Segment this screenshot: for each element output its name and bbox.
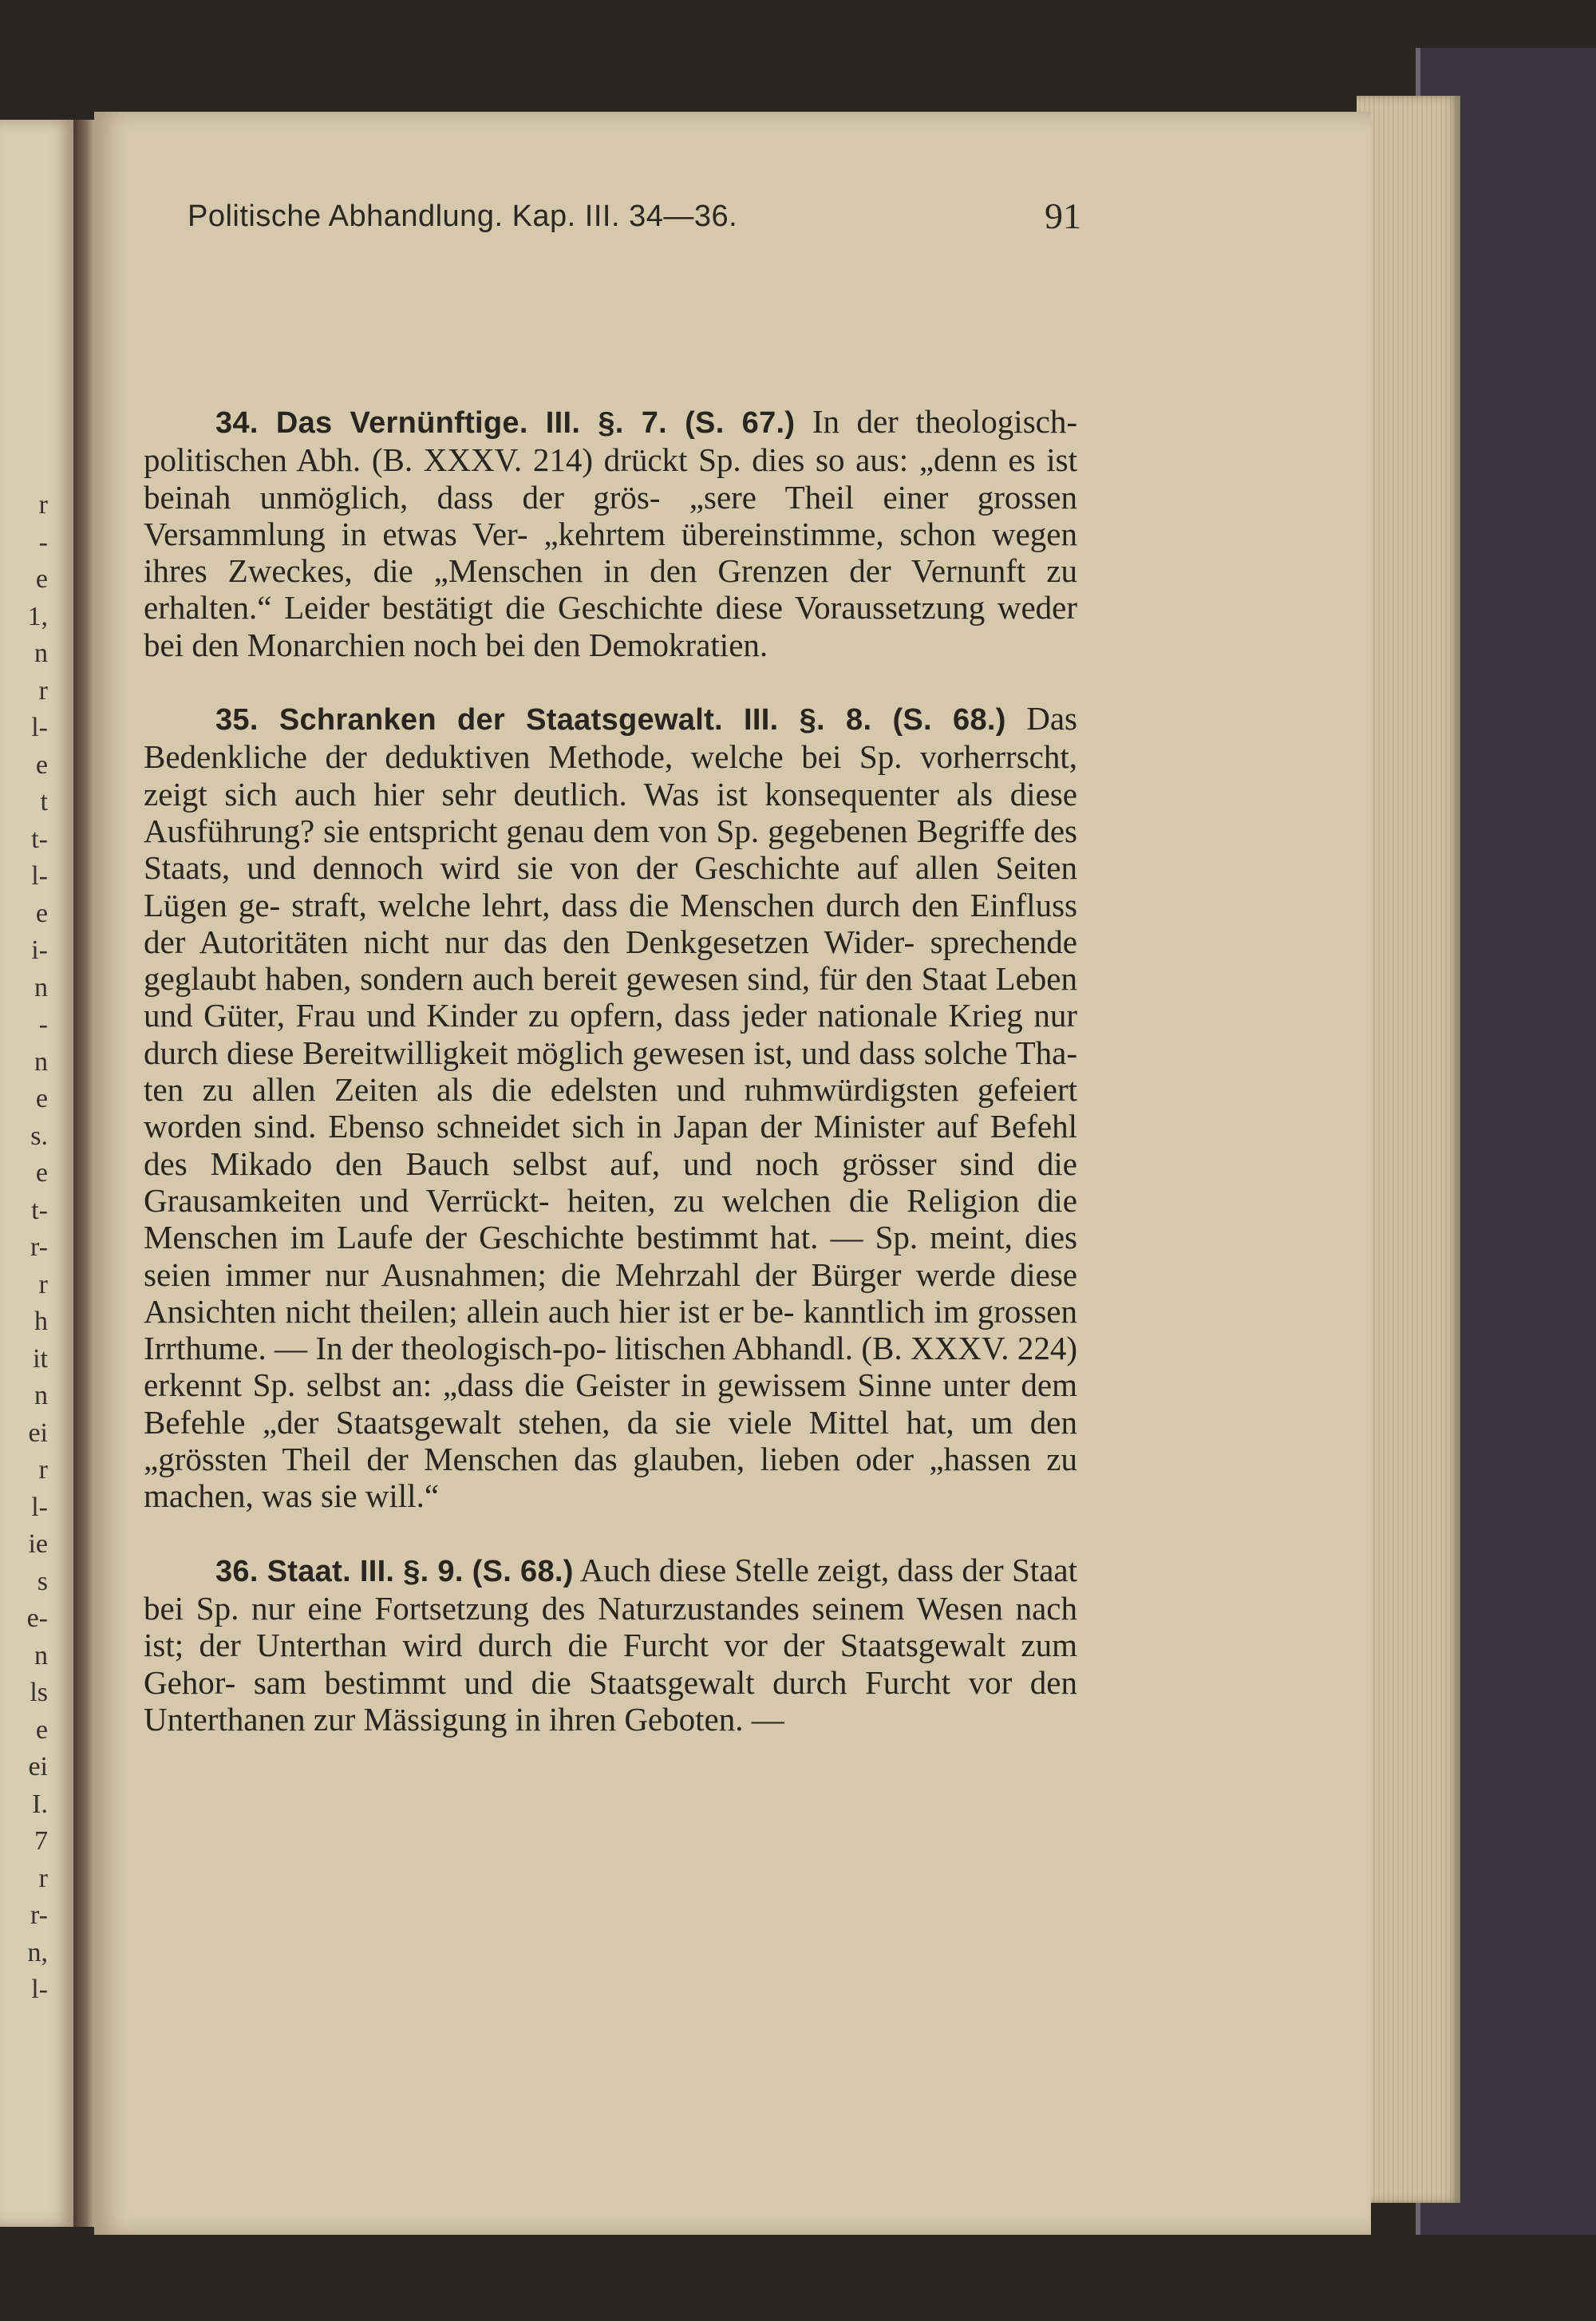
page-edges — [1357, 96, 1460, 2203]
margin-fragment: r — [38, 675, 48, 706]
margin-fragment: r- — [30, 1900, 48, 1930]
section-34 — [144, 403, 1077, 663]
page-number: 91 — [1045, 196, 1081, 236]
margin-fragment: l- — [31, 1492, 48, 1522]
margin-fragment: ei — [28, 1752, 48, 1781]
margin-fragment: I. — [32, 1789, 48, 1819]
margin-fragment: l- — [31, 861, 48, 891]
margin-fragment: ei — [28, 1418, 48, 1448]
margin-fragment: e — [35, 1714, 48, 1745]
margin-fragment: n — [34, 1381, 48, 1410]
margin-fragment: t- — [31, 824, 48, 854]
margin-fragment: n — [34, 1046, 48, 1077]
section-35 — [144, 700, 1077, 1515]
margin-fragment: n — [34, 1640, 48, 1671]
margin-fragment: 1, — [27, 601, 48, 631]
section-heading: 35. Schranken der Staatsgewalt. III. §. 8. (S. 68.) — [215, 703, 1006, 737]
section-body: Auch diese Stelle zeigt, dass der Staat bei Sp. nur eine Fortsetzung des Naturzustandes seinem Wesen nach ist; der Unterthan wird durch die Furcht vor der Staatsgewalt zum Gehor- sam bestimmt und die Staatsgewalt durch Furcht vor den Unterthanen zur Mässigung in ihren Geboten. — — [144, 1551, 1077, 1738]
margin-fragment: n — [34, 639, 48, 668]
paragraph — [144, 700, 1077, 1515]
margin-fragment: ls — [30, 1678, 48, 1707]
margin-fragment: 7 — [34, 1826, 48, 1856]
facing-page-edge — [0, 120, 76, 2227]
margin-fragment: s. — [30, 1121, 48, 1151]
margin-fragment: r — [38, 1863, 48, 1893]
margin-fragment: it — [33, 1343, 48, 1374]
margin-fragment: r — [38, 1455, 48, 1485]
page-header — [188, 190, 1081, 254]
margin-fragment: s — [37, 1566, 48, 1596]
margin-fragment: - — [38, 1010, 48, 1039]
paragraph — [144, 403, 1077, 663]
margin-fragment: n — [34, 972, 48, 1002]
margin-fragment: l- — [31, 1975, 48, 2004]
margin-fragment: - — [38, 527, 48, 557]
main-text — [144, 403, 1077, 1774]
section-body: Das Bedenkliche der deduktiven Methode, welche bei Sp. vorherrscht, zeigt sich auch hier sehr deutlich. Was ist konsequenter als diese Ausführung? sie entspricht genau dem von Sp. gegebenen Begriffe des Staats, und dennoch wird sie von der Geschichte auf allen Seiten Lügen ge- straft, welche lehrt, dass die Menschen durch den Einfluss der Autoritäten nicht nur das den Denkgesetzen Wider- sprechende geglaubt haben, sondern auch bereit gewesen sind, für den Staat Leben und Güter, Frau und Kinder zu opfern, dass jeder nationale Krieg nur durch diese Bereitwilligkeit möglich gewesen ist, und dass solche Tha- ten zu allen Zeiten als die edelsten und ruhmwürdigsten gefeiert worden sind. Ebenso schneidet sich in Japan der Minister auf Befehl des Mikado den Bauch selbst auf, und noch grösser sind die Grausamkeiten und Verrückt- heiten, zu welchen die Religion die Menschen im Laufe der Geschichte bestimmt hat. — Sp. meint, dies seien immer nur Ausnahmen; die Mehrzahl der Bürger werde diese Ansichten nicht theilen; allein auch hier ist er be- kanntlich im grossen Irrthume. — In der theologisch-po- litischen Abhandl. (B. XXXV. 224) erkennt Sp. selbst an: „dass die Geister in gewissem Sinne unter dem Befehle „der Staatsgewalt stehen, da sie viele Mittel hat, um den „grössten Theil der Menschen das glauben, lieben oder „hassen zu machen, was sie will.“ — [144, 700, 1078, 1515]
margin-fragment: e — [35, 749, 48, 780]
margin-fragment: h — [34, 1307, 48, 1336]
margin-fragment: r — [38, 1269, 48, 1299]
book-gutter — [73, 120, 94, 2227]
facing-page-margin-text — [0, 487, 48, 2009]
margin-fragment: l- — [31, 713, 48, 742]
section-heading: 36. Staat. III. §. 9. (S. 68.) — [215, 1554, 574, 1588]
margin-fragment: t- — [31, 1195, 48, 1225]
running-title: Politische Abhandlung. Kap. III. 34—36. — [188, 200, 738, 233]
margin-fragment: e — [35, 1084, 48, 1113]
margin-fragment: i- — [31, 935, 48, 965]
section-heading: 34. Das Vernünftige. III. §. 7. (S. 67.) — [215, 406, 796, 440]
margin-fragment: e- — [26, 1603, 48, 1633]
section-36 — [144, 1552, 1077, 1738]
section-body: In der theologisch-politischen Abh. (B. XXXV. 214) drückt Sp. dies so aus: „denn es ist beinah unmöglich, dass der grös- „sere Theil einer grossen Versammlung in etwas Ver- „kehrtem übereinstimme, schon wegen ihres Zweckes, die „Menschen in den Grenzen der Vernunft zu erhalten.“ Leider bestätigt die Geschichte diese Voraussetzung weder bei den Monarchien noch bei den Demokratien. — [144, 403, 1078, 663]
margin-fragment: e — [35, 898, 48, 928]
margin-fragment: e — [35, 564, 48, 594]
margin-fragment: r — [38, 490, 48, 520]
margin-fragment: ie — [28, 1529, 48, 1559]
margin-fragment: n, — [27, 1937, 48, 1967]
margin-fragment: r- — [30, 1232, 48, 1262]
paragraph — [144, 1552, 1077, 1738]
margin-fragment: t — [40, 787, 48, 817]
margin-fragment: e — [35, 1158, 48, 1188]
